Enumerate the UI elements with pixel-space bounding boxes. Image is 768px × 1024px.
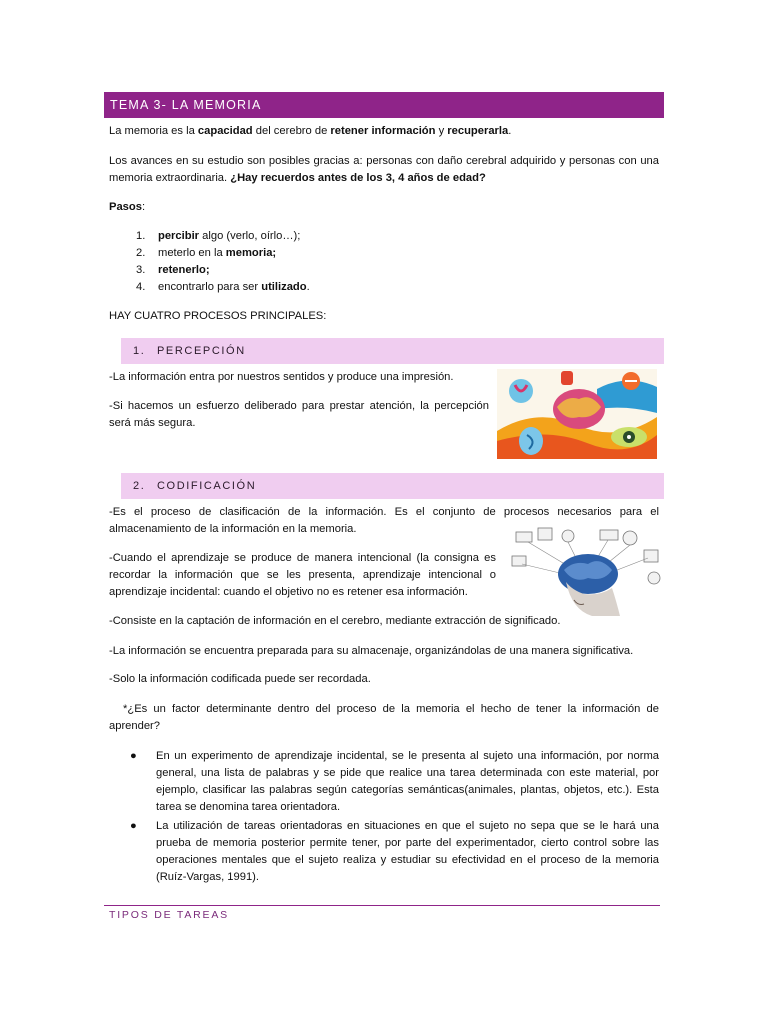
percepcion-text-1: -La información entra por nuestros sentidos y produce una impresión. xyxy=(109,371,454,383)
intro-definition: La memoria es la capacidad del cerebro de retener información y recuperarla. xyxy=(109,125,512,137)
codificacion-text-3: -Consiste en la captación de información en el cerebro, mediante extracción de significado. xyxy=(109,615,561,627)
list-item: 4. encontrarlo para ser utilizado. xyxy=(136,281,310,293)
pasos-label: Pasos: xyxy=(109,201,146,213)
footer-divider xyxy=(104,905,660,906)
list-item: 1. percibir algo (verlo, oírlo…); xyxy=(136,230,301,242)
section-heading-percepcion: 1. PERCEPCIÓN xyxy=(121,338,664,364)
experiment-bullets xyxy=(130,748,659,888)
section-heading-codificacion: 2. CODIFICACIÓN xyxy=(121,473,664,499)
intro-advances: Los avances en su estudio son posibles gracias a: personas con daño cerebral adquirido y personas con una memoria extraordinaria. ¿Hay recuerdos antes de los 3, 4 años de edad? xyxy=(109,155,659,184)
codificacion-text-4: -La información se encuentra preparada para su almacenaje, organizándolas de una manera significativa. xyxy=(109,645,634,657)
codificacion-text-2: -Cuando el aprendizaje se produce de manera intencional (la consigna es recordar la información que se les presenta, aprendizaje intencional o aprendizaje incidental: cuando el objetivo no es retener esa información. xyxy=(109,552,496,598)
codificacion-text-5: -Solo la información codificada puede ser recordada. xyxy=(109,673,371,685)
list-item: 2. meterlo en la memoria; xyxy=(136,247,277,259)
list-item: ● En un experimento de aprendizaje incidental, se le presenta al sujeto una información, por norma general, una lista de palabras y se pide que realice una tarea determinada con este material, por ejemplo, clasificar las palabras según categorías semánticas(animales, plantas, objetos, etc.). Esta tarea se denomina tarea orientadora. xyxy=(130,750,659,813)
senses-brain-illustration xyxy=(497,369,657,459)
bullet-icon: ● xyxy=(130,820,137,832)
list-item: 3. retenerlo; xyxy=(136,264,210,276)
steps-list xyxy=(136,228,310,296)
head-brain-illustration xyxy=(508,526,664,618)
bullet-icon: ● xyxy=(130,750,137,762)
page-title: TEMA 3- LA MEMORIA xyxy=(104,92,664,118)
percepcion-text-2: -Si hacemos un esfuerzo deliberado para prestar atención, la percepción será más segura. xyxy=(109,400,489,429)
codificacion-question: *¿Es un factor determinante dentro del proceso de la memoria el hecho de tener la información de aprender? xyxy=(109,703,659,732)
list-item: ● La utilización de tareas orientadoras en situaciones en que el sujeto no sepa que se le hará una prueba de memoria posterior permite tener, por parte del experimentador, cierto control sobre las operaciones mentales que el sujeto realiza y estudiar su efectividad en el proceso de la memoria (Ruíz-Vargas, 1991). xyxy=(130,820,659,883)
footer-title: TIPOS DE TAREAS xyxy=(109,909,229,921)
codificacion-text-1: -Es el proceso de clasificación de la información. Es el conjunto de procesos necesarios para el almacenamiento de la información en la memoria. xyxy=(109,506,659,535)
procesos-heading: HAY CUATRO PROCESOS PRINCIPALES: xyxy=(109,310,327,322)
